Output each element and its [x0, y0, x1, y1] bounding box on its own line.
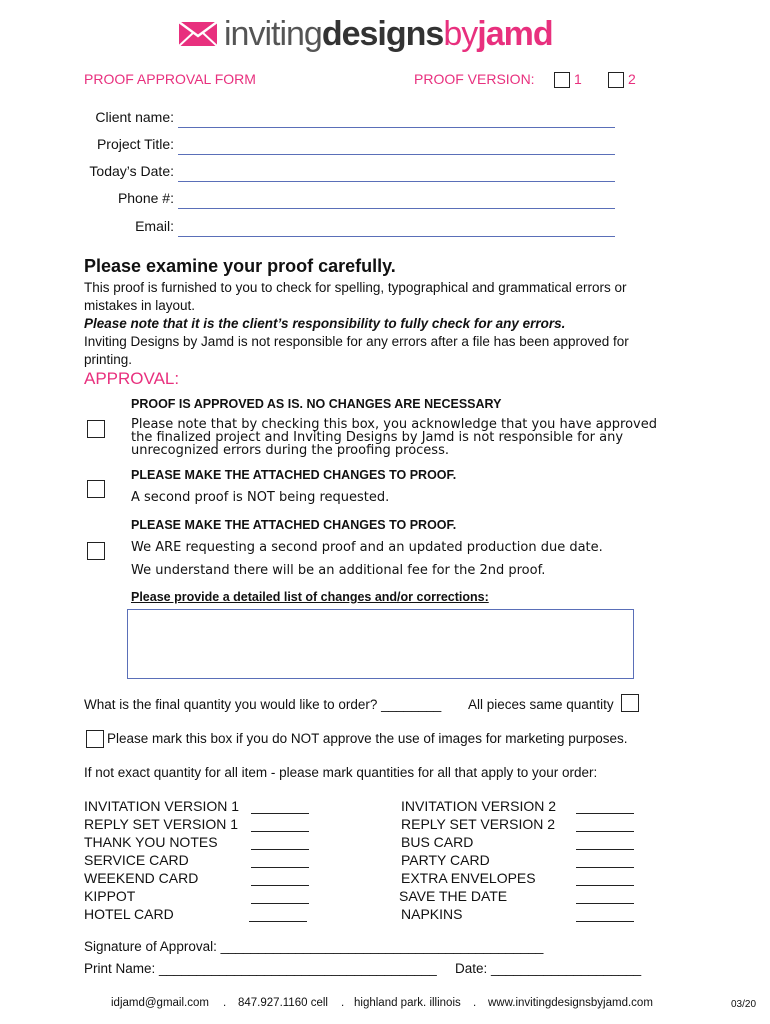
- notice-line-5: printing.: [84, 352, 133, 367]
- qty-thank-you-notes[interactable]: [251, 849, 309, 850]
- option-2-line-1: A second proof is NOT being requested.: [131, 490, 390, 505]
- option-1-title: PROOF IS APPROVED AS IS. NO CHANGES ARE NECESSARY: [131, 397, 502, 411]
- date-line[interactable]: Date: ____________________: [455, 961, 642, 976]
- quantity-question: What is the final quantity you would like to order? ________: [84, 697, 442, 712]
- footer-separator-2: .: [341, 997, 345, 1009]
- qty-invitation-v2[interactable]: [576, 813, 634, 814]
- todays-date-field[interactable]: [178, 181, 615, 182]
- qty-save-the-date[interactable]: [576, 903, 634, 904]
- item-party-card: PARTY CARD: [401, 852, 490, 868]
- email-field[interactable]: [178, 236, 615, 237]
- changes-textarea[interactable]: [127, 609, 634, 679]
- qty-party-card[interactable]: [576, 867, 634, 868]
- option-3-title: PLEASE MAKE THE ATTACHED CHANGES TO PROOF.: [131, 518, 457, 532]
- footer-code: 03/20: [731, 999, 757, 1010]
- form-title: PROOF APPROVAL FORM: [84, 71, 256, 87]
- option-1-line-3: unrecognized errors during the proofing process.: [131, 443, 449, 458]
- notice-heading: Please examine your proof carefully.: [84, 256, 396, 276]
- item-weekend-card: WEEKEND CARD: [84, 870, 199, 886]
- item-thank-you-notes: THANK YOU NOTES: [84, 834, 218, 850]
- approval-heading: APPROVAL:: [84, 369, 180, 388]
- notice-line-4: Inviting Designs by Jamd is not responsible for any errors after a file has been approved for: [84, 334, 629, 349]
- todays-date-label: Today’s Date:: [89, 163, 174, 179]
- footer-website: www.invitingdesignsbyjamd.com: [488, 997, 653, 1009]
- signature-line[interactable]: Signature of Approval: ___________________________________________: [84, 939, 544, 954]
- option-2-checkbox[interactable]: [87, 480, 105, 498]
- same-quantity-label: All pieces same quantity: [468, 697, 614, 712]
- item-invitation-v2: INVITATION VERSION 2: [401, 798, 557, 814]
- brand-logo: [178, 12, 553, 56]
- qty-invitation-v1[interactable]: [251, 813, 309, 814]
- client-name-field[interactable]: [178, 127, 615, 128]
- item-kippot: KIPPOT: [84, 888, 136, 904]
- qty-service-card[interactable]: [251, 867, 309, 868]
- qty-kippot[interactable]: [251, 903, 309, 904]
- option-3-line-1: We ARE requesting a second proof and an updated production due date.: [131, 540, 603, 555]
- item-extra-envelopes: EXTRA ENVELOPES: [401, 870, 536, 886]
- client-name-label: Client name:: [95, 109, 174, 125]
- project-title-label: Project Title:: [96, 136, 174, 152]
- footer-separator-3: .: [473, 997, 477, 1009]
- marketing-checkbox[interactable]: [86, 730, 104, 748]
- logo-wordmark: invitingdesignsbyjamd: [224, 15, 553, 53]
- notice-line-1: This proof is furnished to you to check for spelling, typographical and grammatical errors or: [84, 280, 627, 295]
- footer-location: highland park. illinois: [354, 997, 461, 1009]
- qty-bus-card[interactable]: [576, 849, 634, 850]
- proof-version-label: PROOF VERSION:: [414, 71, 535, 87]
- item-napkins: NAPKINS: [401, 906, 463, 922]
- envelope-icon: [178, 18, 218, 50]
- changes-label: Please provide a detailed list of changes and/or corrections:: [131, 590, 489, 604]
- print-name-line[interactable]: Print Name: _____________________________________: [84, 961, 437, 976]
- item-invitation-v1: INVITATION VERSION 1: [84, 798, 240, 814]
- quantity-instruction: If not exact quantity for all item - please mark quantities for all that apply to your order:: [84, 765, 598, 780]
- footer-email: idjamd@gmail.com: [111, 997, 209, 1009]
- marketing-label: Please mark this box if you do NOT approve the use of images for marketing purposes.: [107, 731, 628, 746]
- qty-extra-envelopes[interactable]: [576, 885, 634, 886]
- option-3-checkbox[interactable]: [87, 542, 105, 560]
- item-reply-set-v2: REPLY SET VERSION 2: [401, 816, 556, 832]
- email-label: Email:: [135, 218, 174, 234]
- qty-reply-set-v2[interactable]: [576, 831, 634, 832]
- option-1-line-1: Please note that by checking this box, you acknowledge that you have approved: [131, 417, 657, 432]
- version-1-checkbox[interactable]: [554, 72, 570, 88]
- version-2-checkbox[interactable]: [608, 72, 624, 88]
- version-1-label: 1: [574, 71, 582, 87]
- qty-napkins[interactable]: [576, 921, 634, 922]
- option-2-title: PLEASE MAKE THE ATTACHED CHANGES TO PROOF.: [131, 468, 457, 482]
- option-1-line-2: the finalized project and Inviting Designs by Jamd is not responsible for any: [131, 430, 624, 445]
- footer-phone: 847.927.1160 cell: [238, 997, 328, 1009]
- item-bus-card: BUS CARD: [401, 834, 474, 850]
- same-quantity-checkbox[interactable]: [621, 694, 639, 712]
- phone-field[interactable]: [178, 208, 615, 209]
- item-save-the-date: SAVE THE DATE: [399, 888, 508, 904]
- notice-line-3: Please note that it is the client’s responsibility to fully check for any errors.: [84, 316, 566, 331]
- phone-label: Phone #:: [117, 190, 174, 206]
- qty-hotel-card[interactable]: [249, 921, 307, 922]
- item-reply-set-v1: REPLY SET VERSION 1: [84, 816, 239, 832]
- item-hotel-card: HOTEL CARD: [84, 906, 174, 922]
- qty-weekend-card[interactable]: [251, 885, 309, 886]
- qty-reply-set-v1[interactable]: [251, 831, 309, 832]
- version-2-label: 2: [628, 71, 636, 87]
- project-title-field[interactable]: [178, 154, 615, 155]
- footer-separator-1: .: [223, 997, 227, 1009]
- notice-line-2: mistakes in layout.: [84, 298, 196, 313]
- item-service-card: SERVICE CARD: [84, 852, 189, 868]
- option-3-line-2: We understand there will be an additional fee for the 2nd proof.: [131, 563, 546, 578]
- option-1-checkbox[interactable]: [87, 420, 105, 438]
